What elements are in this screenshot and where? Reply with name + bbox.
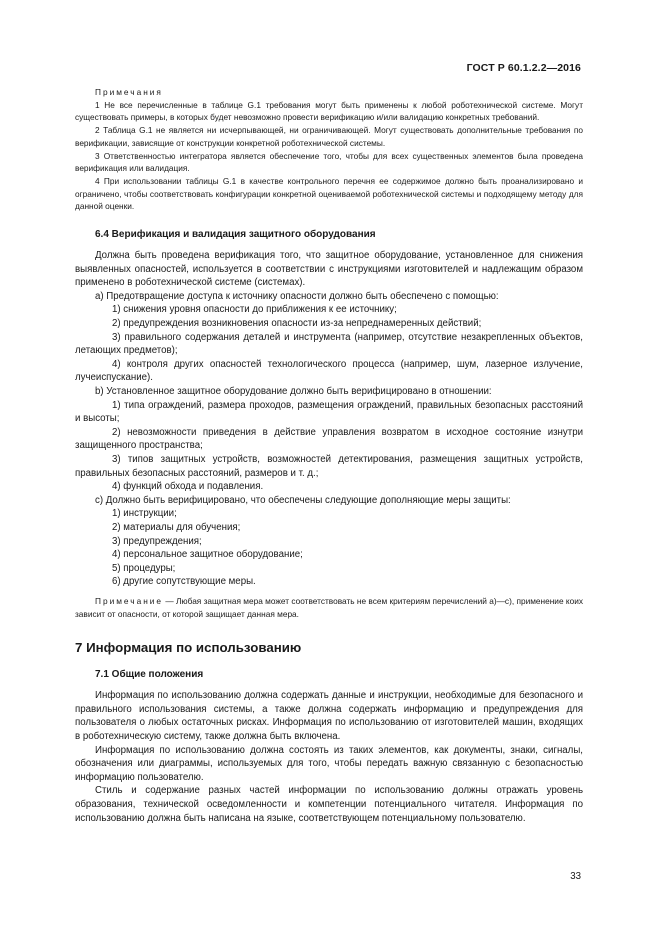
list-item: 4) контроля других опасностей технологического процесса (например, шум, лазерное излучение, лучеиспускание).: [75, 358, 583, 384]
page-content: [75, 86, 583, 825]
list-item: 2) материалы для обучения;: [112, 521, 241, 533]
list-item: 6) другие сопутствующие меры.: [112, 576, 256, 588]
list-item: 5) процедуры;: [112, 562, 176, 574]
list-item: 1) инструкции;: [112, 508, 177, 520]
notes-title: Примечания: [95, 87, 163, 97]
section-7-1-heading: 7.1 Общие положения: [95, 669, 204, 681]
list-c-label: c) Должно быть верифицировано, что обеспечены следующие дополняющие меры защиты:: [95, 494, 511, 506]
section-6-4-body: [75, 249, 583, 620]
list-b-label: b) Установленное защитное оборудование должно быть верифицировано в отношении:: [95, 385, 492, 397]
paragraph: Информация по использованию должна состоять из таких элементов, как документы, знаки, сигналы, обозначения или диаграммы, используемых для того, чтобы передать важную связанную с безопасностью информацию пользователю.: [75, 744, 583, 783]
section-7-1-body: [75, 689, 583, 825]
list-item: 1) снижения уровня опасности до приближения к ее источнику;: [112, 304, 397, 316]
section-6-4-heading: 6.4 Верификация и валидация защитного оборудования: [95, 229, 376, 241]
note-item: 1 Не все перечисленные в таблице G.1 требования могут быть применены к любой роботехнической системе. Могут существовать примеры, в которых будет невозможно провести верификацию и/или валидацию конкретных требований.: [75, 99, 583, 123]
section-intro: Должна быть проведена верификация того, что защитное оборудование, установленное для снижения выявленных опасностей, используется в соответствии с инструкциями изготовителей и надлежащим образом применено в роботехнической системе (системах).: [75, 250, 583, 289]
section-note-text: — Любая защитная мера может соответствовать не всем критериям перечислений а)—с), применение коих зависит от опасности, от которой защищает данная мера.: [75, 595, 583, 619]
list-item: 3) правильного содержания деталей и инструмента (например, отсутствие незакрепленных объектов, летающих предметов);: [75, 331, 583, 357]
section-7-heading: 7 Информация по использованию: [75, 640, 302, 656]
paragraph: Стиль и содержание разных частей информации по использованию должны отражать уровень образования, технической осведомленности и компетенции потенциального читателя. Информация по использованию должна быть написана на языке, соответствующем потенциальному пользователю.: [75, 785, 583, 824]
note-item: 4 При использовании таблицы G.1 в качестве контрольного перечня ее содержимое должно быть проанализировано и ограничено, чтобы соответствовать конфигурации конкретной оцениваемой роботехнической системы и подходящему методу для данной оценки.: [75, 175, 583, 212]
list-item: 4) функций обхода и подавления.: [112, 481, 264, 493]
list-item: 3) предупреждения;: [112, 535, 202, 547]
list-a-label: a) Предотвращение доступа к источнику опасности должно быть обеспечено с помощью:: [95, 290, 499, 302]
list-item: 1) типа ограждений, размера проходов, размещения ограждений, правильных безопасных расстояний и высоты;: [75, 399, 583, 425]
note-item: 3 Ответственностью интегратора является обеспечение того, чтобы для всех существенных элементов была проведена верификация или валидация.: [75, 150, 583, 174]
section-note: [75, 595, 583, 620]
list-item: 4) персональное защитное оборудование;: [112, 549, 303, 561]
section-note-label: Примечание: [95, 595, 164, 606]
paragraph: Информация по использованию должна содержать данные и инструкции, необходимые для безопасного и правильного использования системы, а также должна содержать информацию и предупреждения для пользователя о любых остаточных рисках. Информация по использованию от изготовителей машин, входящих в роботехническую систему, также должна быть включена.: [75, 690, 583, 743]
page-number: 33: [570, 871, 581, 882]
note-item: 2 Таблица G.1 не является ни исчерпывающей, ни ограничивающей. Могут существовать дополнительные требования по верификации, зависящие от конструкции конкретной роботехнической системы.: [75, 125, 583, 148]
list-item: 2) невозможности приведения в действие управления возвратом в исходное состояние изнутри защищенного пространства;: [75, 426, 583, 452]
notes-block: [75, 86, 583, 213]
document-id: ГОСТ Р 60.1.2.2—2016: [466, 62, 581, 74]
list-item: 3) типов защитных устройств, возможностей детектирования, размещения защитных устройств, правильных безопасных расстояний, размеров и т. д.;: [75, 453, 583, 479]
list-item: 2) предупреждения возникновения опасности из-за непреднамеренных действий;: [112, 318, 482, 329]
